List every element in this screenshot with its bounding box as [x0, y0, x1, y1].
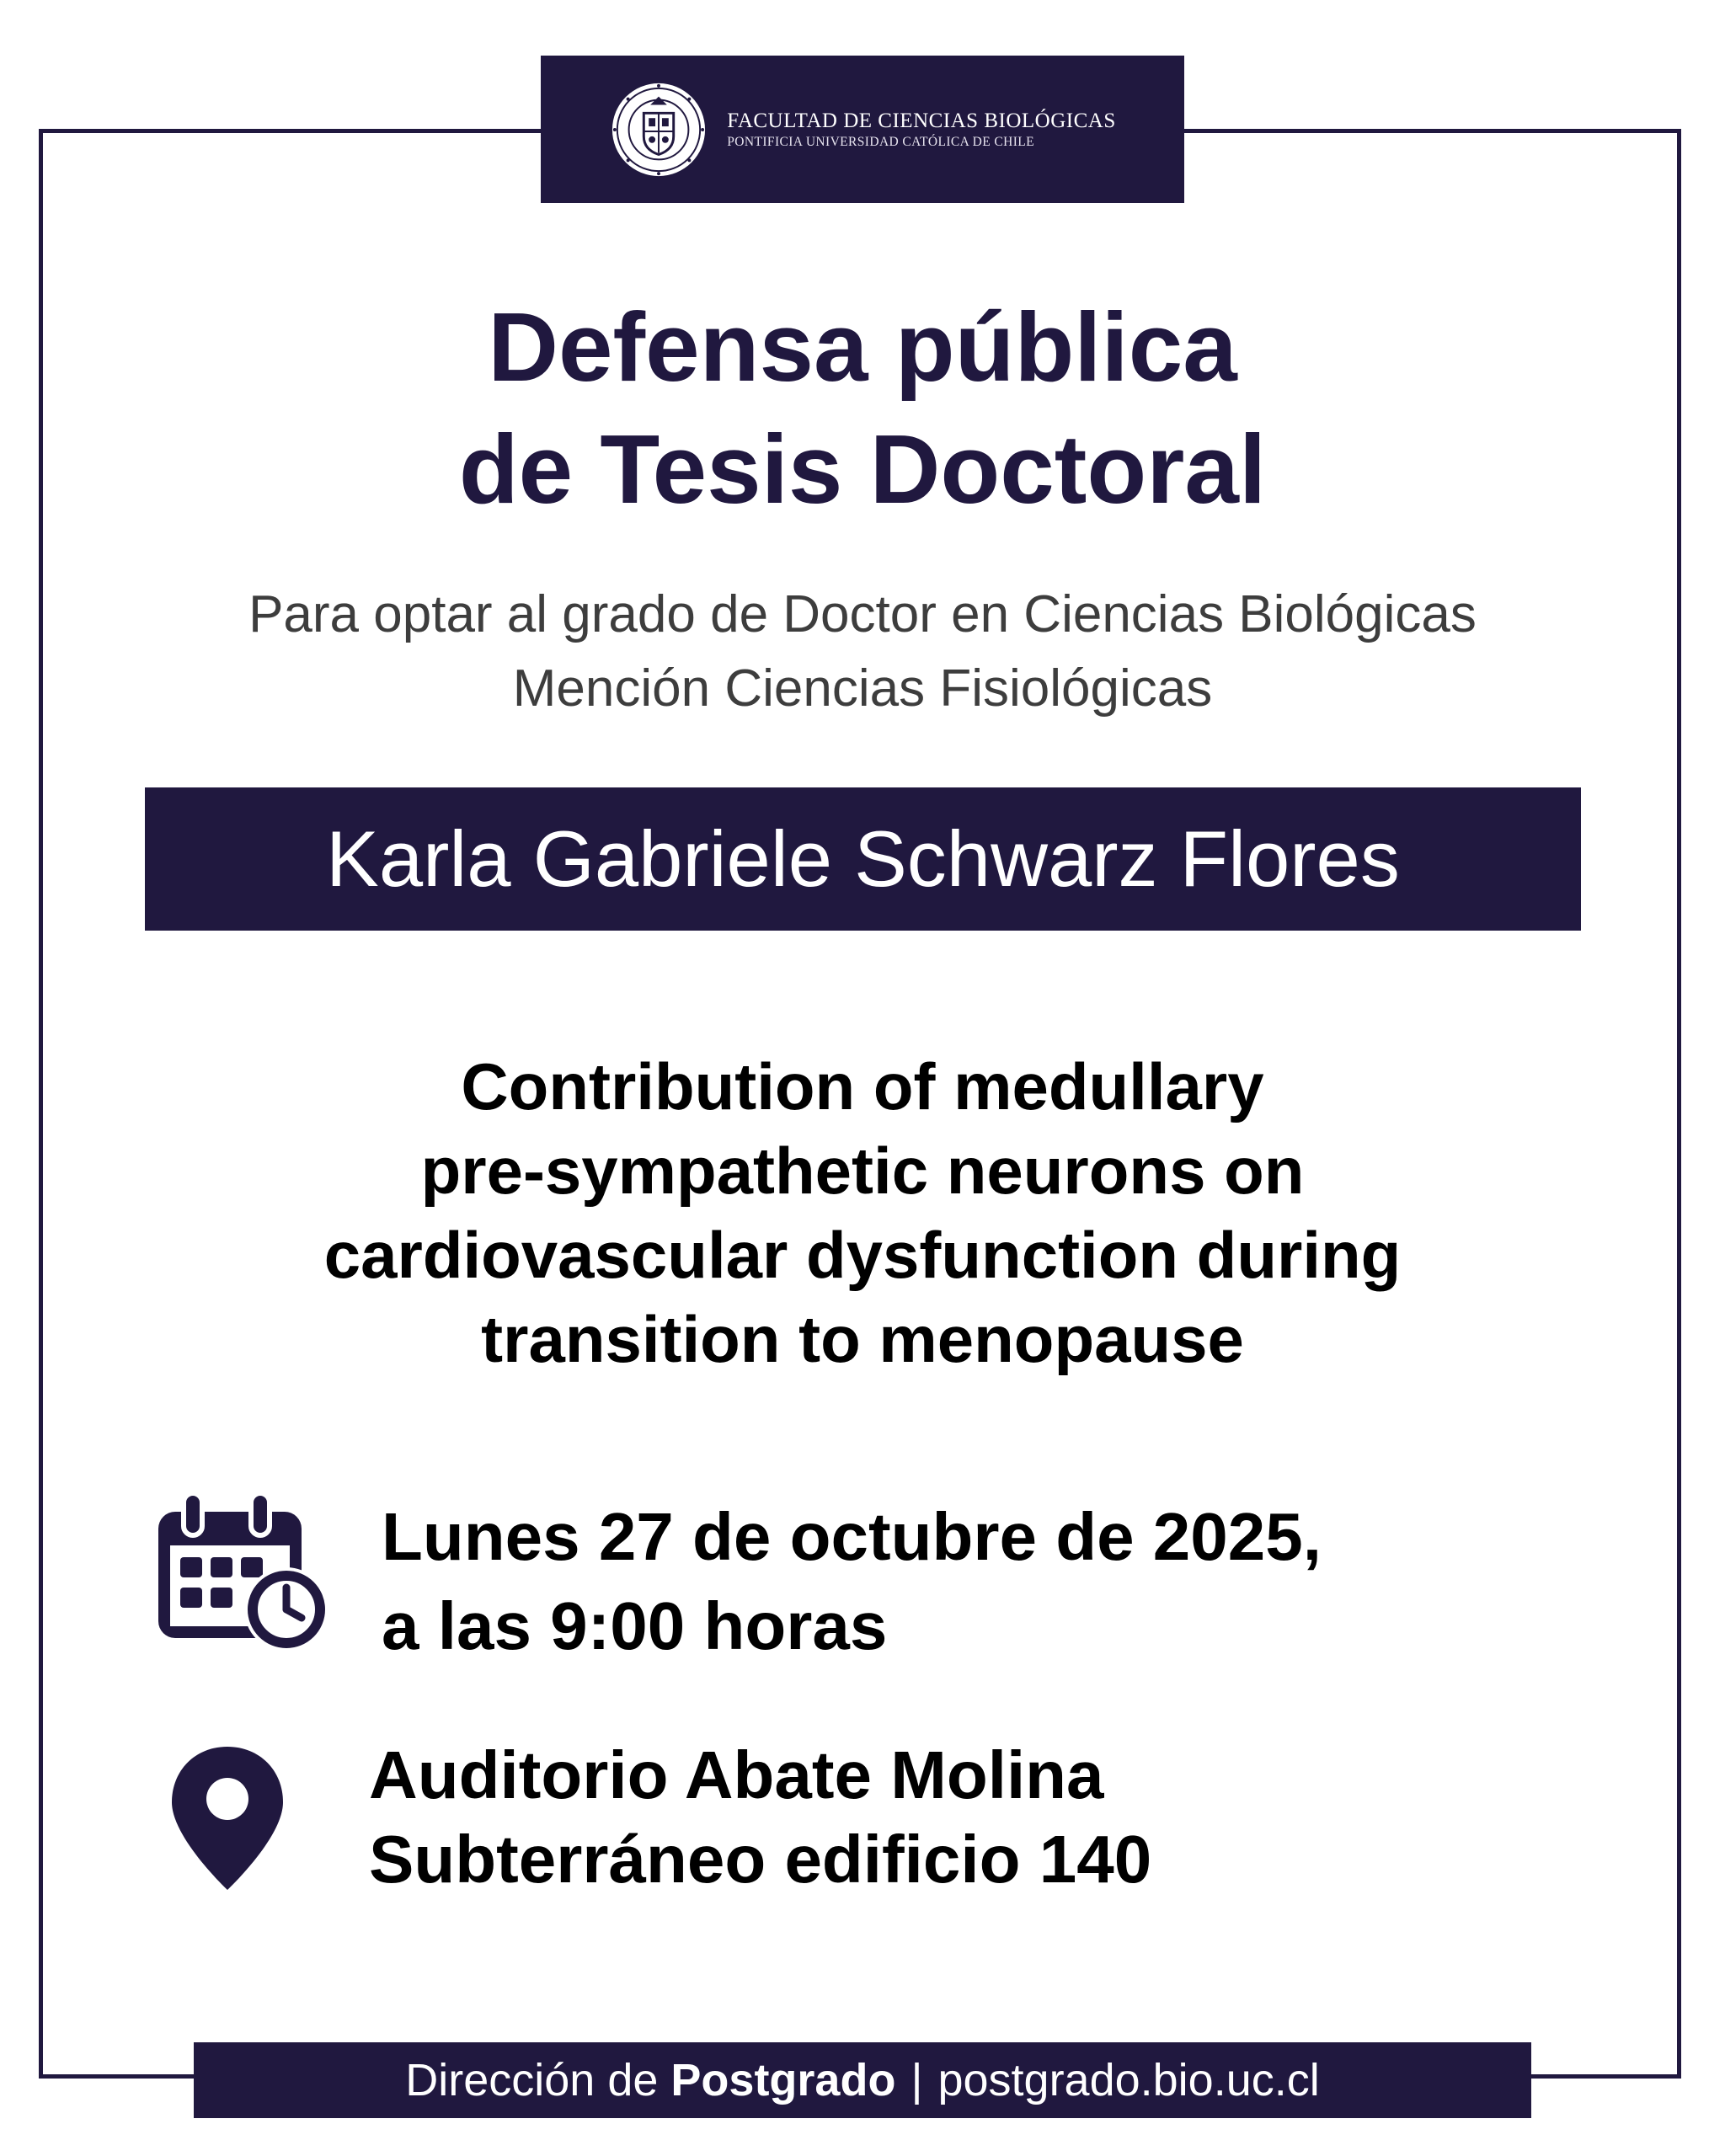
faculty-name: FACULTAD DE CIENCIAS BIOLÓGICAS	[727, 109, 1116, 132]
subtitle-line-2: Mención Ciencias Fisiológicas	[512, 659, 1213, 718]
candidate-banner	[145, 787, 1581, 931]
event-location	[369, 1733, 1151, 1902]
footer-prefix: Dirección de	[405, 2055, 659, 2105]
location-line-2: Subterráneo edificio 140	[369, 1822, 1152, 1897]
calendar-clock-icon	[152, 1486, 333, 1655]
footer-department: Postgrado	[670, 2055, 896, 2105]
date-line-2: a las 9:00 horas	[382, 1588, 888, 1663]
thesis-line-2: pre-sympathetic neurons on	[420, 1134, 1305, 1208]
university-name: PONTIFICIA UNIVERSIDAD CATÓLICA DE CHILE	[727, 134, 1035, 149]
thesis-line-3: cardiovascular dysfunction during	[323, 1218, 1402, 1292]
page-title	[0, 286, 1725, 531]
header-banner	[541, 56, 1184, 203]
event-date	[382, 1492, 1322, 1671]
title-line-2: de Tesis Doctoral	[458, 414, 1267, 524]
location-pin-icon	[168, 1743, 286, 1893]
footer-separator: |	[911, 2055, 923, 2105]
candidate-name: Karla Gabriele Schwarz Flores	[326, 814, 1400, 903]
thesis-title	[84, 1044, 1641, 1381]
location-line-1: Auditorio Abate Molina	[369, 1737, 1104, 1812]
title-line-1: Defensa pública	[488, 292, 1237, 402]
subtitle-line-1: Para optar al grado de Doctor en Ciencias Biológicas	[248, 585, 1477, 643]
thesis-line-4: transition to menopause	[481, 1302, 1244, 1376]
footer-banner	[194, 2042, 1531, 2118]
footer-url: postgrado.bio.uc.cl	[937, 2055, 1320, 2105]
date-line-1: Lunes 27 de octubre de 2025,	[382, 1499, 1322, 1574]
university-seal-icon	[609, 80, 708, 179]
thesis-line-1: Contribution of medullary	[461, 1049, 1264, 1123]
degree-subtitle	[0, 578, 1725, 726]
